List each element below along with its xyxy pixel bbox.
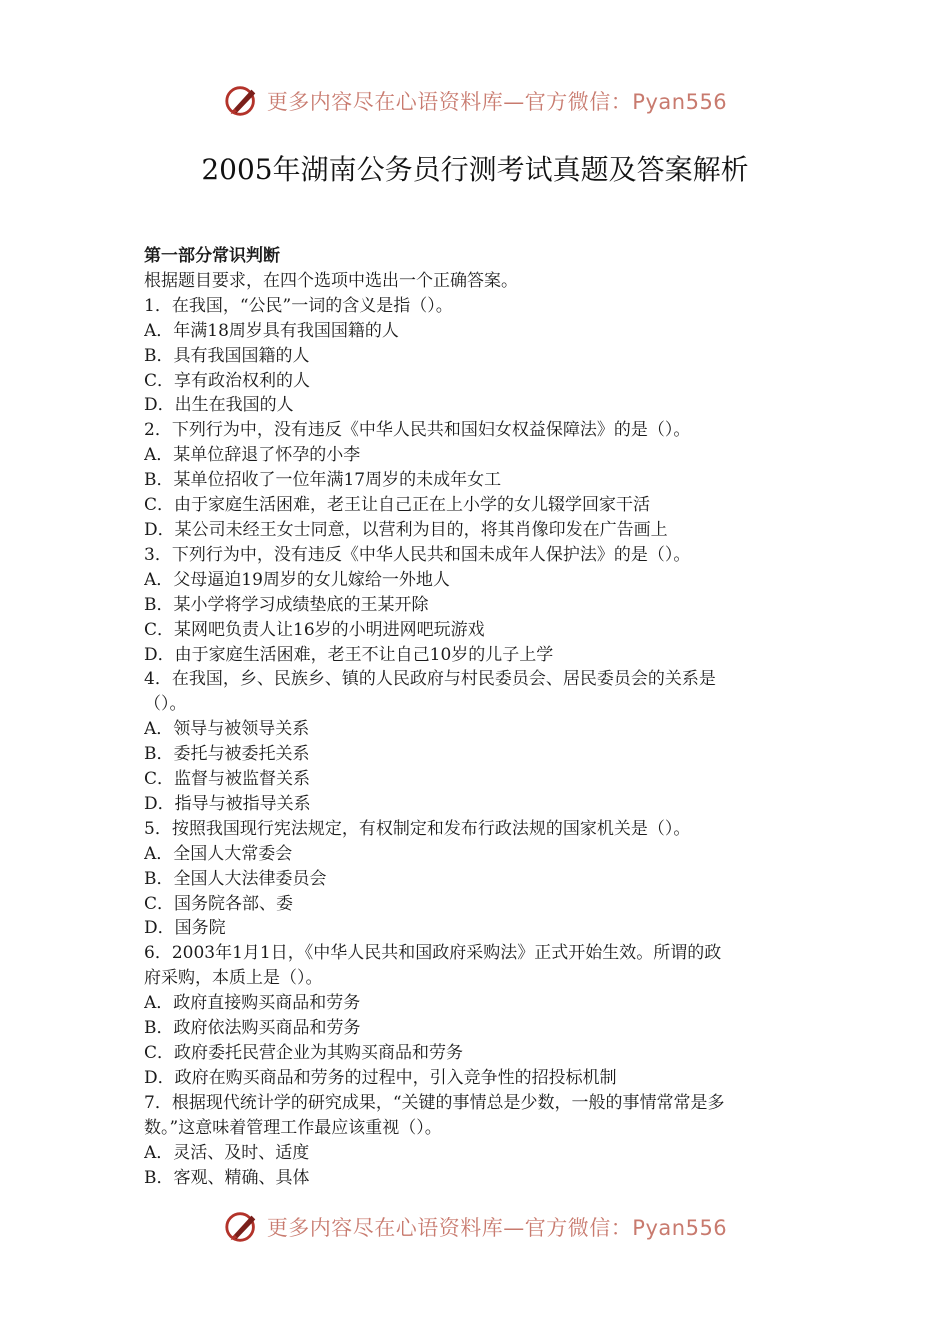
text-line: D．国务院	[144, 918, 226, 939]
text-line: 1．在我国，“公民”一词的含义是指（）。	[144, 295, 453, 316]
text-line: 2．下列行为中，没有违反《中华人民共和国妇女权益保障法》的是（）。	[144, 420, 691, 441]
header-watermark-banner	[0, 82, 950, 120]
text-line: 5．按照我国现行宪法规定，有权制定和发布行政法规的国家机关是（）。	[144, 818, 691, 839]
text-line: B．客观、精确、具体	[144, 1167, 310, 1188]
text-line: B．某小学将学习成绩垫底的王某开除	[144, 594, 429, 615]
question-lines	[144, 269, 809, 1191]
pen-logo-icon	[223, 1208, 261, 1246]
text-line: 根据题目要求，在四个选项中选出一个正确答案。	[144, 270, 518, 291]
text-line: A．父母逼迫19周岁的女儿嫁给一外地人	[144, 569, 450, 590]
text-line: B．具有我国国籍的人	[144, 345, 310, 366]
text-line: B．政府依法购买商品和劳务	[144, 1018, 361, 1039]
text-line: 7．根据现代统计学的研究成果，“关键的事情总是少数，一般的事情常常是多	[144, 1092, 725, 1113]
watermark-text: 更多内容尽在心语资料库—官方微信：Pyan556	[266, 1216, 728, 1240]
text-line: C．享有政治权利的人	[144, 370, 311, 391]
text-line: A．灵活、及时、适度	[144, 1142, 310, 1163]
text-line: 6．2003年1月1日，《中华人民共和国政府采购法》正式开始生效。所谓的政	[144, 943, 722, 964]
text-line: A．年满18周岁具有我国国籍的人	[144, 320, 399, 341]
text-line: D．由于家庭生活困难，老王不让自己10岁的儿子上学	[144, 644, 554, 665]
text-line: B．某单位招收了一位年满17周岁的未成年女工	[144, 470, 502, 491]
text-line: 4．在我国，乡、民族乡、镇的人民政府与村民委员会、居民委员会的关系是	[144, 669, 716, 690]
text-line: （）。	[144, 694, 187, 715]
text-line: A．全国人大常委会	[144, 843, 293, 864]
section-title: 第一部分常识判断	[144, 246, 280, 266]
watermark-text: 更多内容尽在心语资料库—官方微信：Pyan556	[266, 90, 728, 114]
document-body	[144, 244, 809, 1190]
text-line: C．政府委托民营企业为其购买商品和劳务	[144, 1043, 464, 1063]
text-line: 数。”这意味着管理工作最应该重视（）。	[144, 1117, 442, 1138]
text-line: B．委托与被委托关系	[144, 744, 310, 765]
text-line: C．监督与被监督关系	[144, 769, 311, 790]
document-title: 2005年湖南公务员行测考试真题及答案解析	[201, 153, 749, 186]
text-line: A．某单位辞退了怀孕的小李	[144, 445, 361, 466]
text-line: D．某公司未经王女士同意，以营利为目的，将其肖像印发在广告画上	[144, 519, 668, 540]
footer-watermark-banner	[0, 1208, 950, 1246]
text-line: C．由于家庭生活困难，老王让自己正在上小学的女儿辍学回家干活	[144, 495, 651, 516]
text-line: 府采购，本质上是（）。	[144, 968, 323, 989]
text-line: A．政府直接购买商品和劳务	[144, 993, 361, 1014]
text-line: D．出生在我国的人	[144, 395, 294, 416]
pen-logo-icon	[223, 82, 261, 120]
text-line: 3．下列行为中，没有违反《中华人民共和国未成年人保护法》的是（）。	[144, 544, 691, 565]
text-line: C．某网吧负责人让16岁的小明进网吧玩游戏	[144, 619, 485, 640]
text-line: C．国务院各部、委	[144, 893, 294, 914]
text-line: A．领导与被领导关系	[144, 719, 310, 740]
text-line: D．政府在购买商品和劳务的过程中，引入竞争性的招投标机制	[144, 1067, 617, 1088]
text-line: D．指导与被指导关系	[144, 793, 311, 814]
text-line: B．全国人大法律委员会	[144, 868, 327, 889]
